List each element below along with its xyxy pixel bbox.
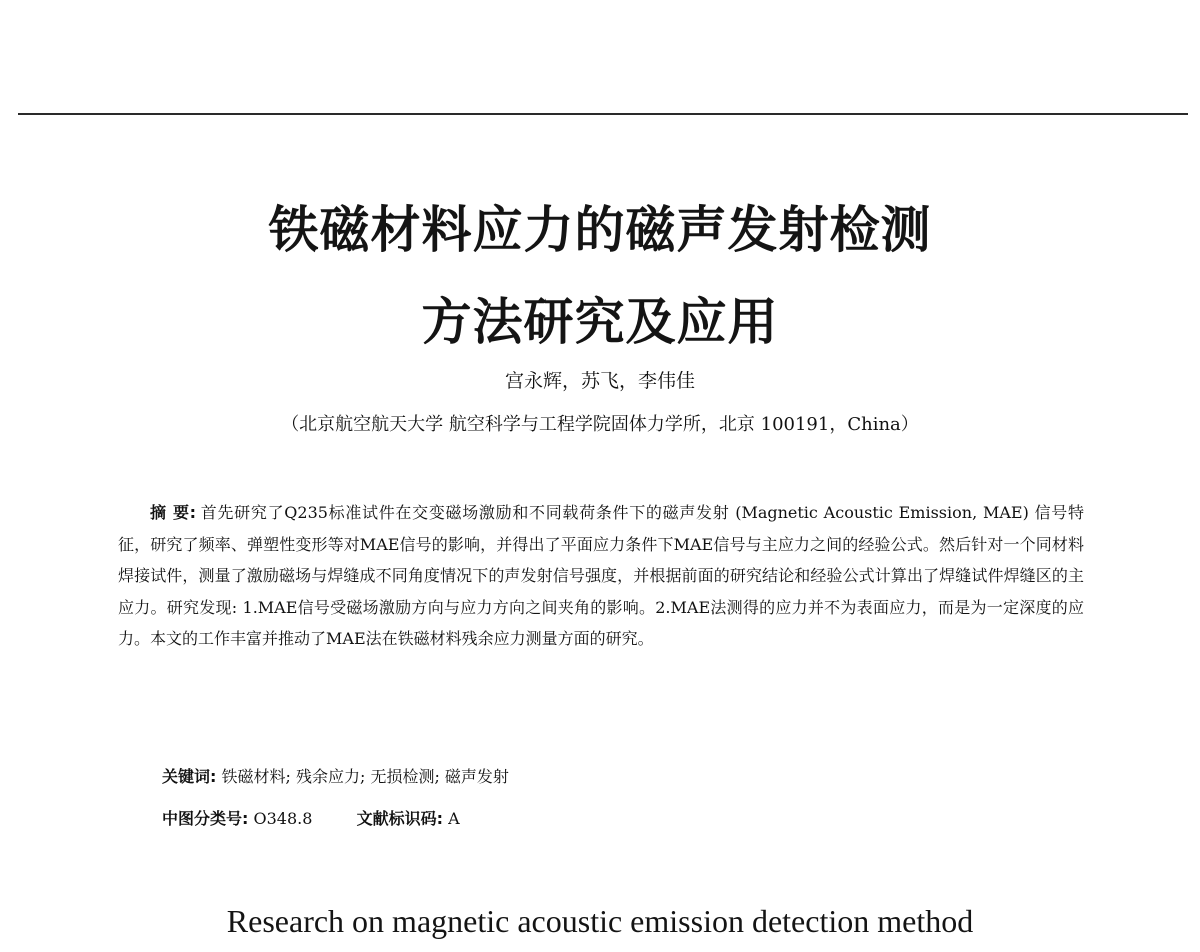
clc-value: O348.8 [253, 809, 313, 828]
keywords [162, 764, 509, 787]
abstract [118, 497, 1084, 655]
classification [162, 806, 460, 829]
doc-code-label: 文献标识码: [356, 809, 444, 828]
affiliation: （北京航空航天大学 航空科学与工程学院固体力学所，北京 100191，China） [281, 414, 919, 435]
abstract-label: 摘 要: [150, 503, 197, 522]
authors: 宫永辉，苏飞，李伟佳 [504, 370, 695, 392]
abstract-text: 首先研究了Q235标准试件在交变磁场激励和不同载荷条件下的磁声发射 (Magnetic Acoustic Emission, MAE) 信号特征，研究了频率、弹塑性变形等对MAE信号的影响，并得出了平面应力条件下MAE信号与主应力之间的经验公式。然后针对一个同材料焊接试件，测量了激励磁场与焊缝成不同角度情况下的声发射信号强度，并根据前面的研究结论和经验公式计算出了焊缝试件焊缝区的主应力。研究发现: 1.MAE信号受磁场激励方向与应力方向之间夹角的影响。2.MAE法测得的应力并不为表面应力，而是为一定深度的应力。本文的工作丰富并推动了MAE法在铁磁材料残余应力测量方面的研究。 [118, 503, 1084, 648]
title-line-2: 方法研究及应用 [421, 292, 779, 351]
header-rule [18, 113, 1188, 115]
doc-code-value: A [448, 809, 460, 828]
clc-label: 中图分类号: [162, 809, 249, 828]
english-title: Research on magnetic acoustic emission detection method [226, 903, 974, 939]
keywords-text: 铁磁材料; 残余应力; 无损检测; 磁声发射 [221, 767, 509, 786]
title-line-1: 铁磁材料应力的磁声发射检测 [268, 200, 932, 259]
keywords-label: 关键词: [162, 767, 217, 786]
